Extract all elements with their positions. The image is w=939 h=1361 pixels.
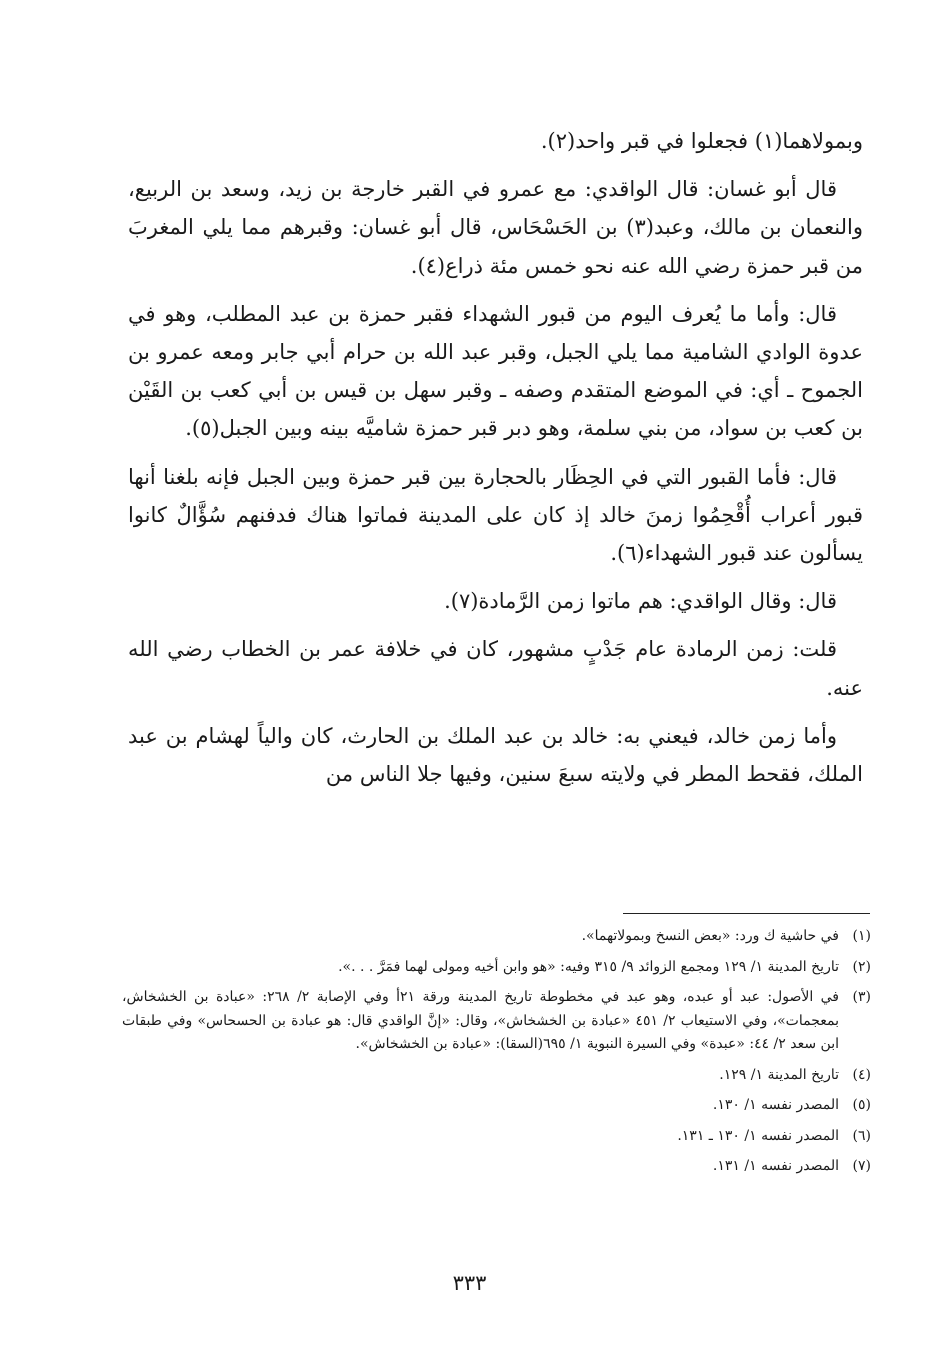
page-number: ٣٣٣ bbox=[452, 1271, 487, 1295]
paragraph-1: وبمولاهما(١) فجعلوا في قبر واحد(٢). bbox=[540, 129, 863, 153]
footnote-text: المصدر نفسه ١/ ١٣١. bbox=[712, 1158, 839, 1174]
paragraph-3: قال: وأما ما يُعرف اليوم من قبور الشهداء فقبر حمزة بن عبد المطلب، وهو في عدوة الوادي الشامية مما يلي الجبل، وقبر عبد الله بن حرام أبي جابر ومعه عمرو بن الجموح ـ أي: في الموضع المتقدم وصفه ـ وقبر سهل بن قيس بن أبي كعب بن القَيْن بن كعب بن سواد، من بني سلمة، وهو دبر قبر حمزة شاميَّه بينه وبين الجبل(٥). bbox=[128, 301, 863, 441]
footnote-number: (٢) bbox=[852, 958, 871, 975]
footnote-divider bbox=[623, 913, 870, 914]
footnote-text: المصدر نفسه ١/ ١٣٠. bbox=[712, 1097, 839, 1113]
paragraph-6: قلت: زمن الرمادة عام جَدْبٍ مشهور، كان في خلافة عمر بن الخطاب رضي الله عنه. bbox=[128, 637, 863, 700]
footnote-text: في الأصول: عبد أو عبده، وهو عبد في مخطوطة تاريخ المدينة ورقة ٢١أ وفي الإصابة ٢/ ٢٦٨: «عبادة بن الخشخاش، بمعجمات»، وفي الاستيعاب ٢/ ٤٥١ «عبادة بن الخشخاش»، وقال: «إنَّ الواقدي قال: هو عبادة بن الحسحاس» وفي طبقات ابن سعد ٢/ ٤٤: «عبدة» وفي السيرة النبوية ١/ ٦٩٥(السقا): «عبادة بن الخشخاش». bbox=[122, 989, 839, 1052]
footnote-3 bbox=[122, 986, 871, 1057]
main-text bbox=[128, 122, 863, 803]
footnote-text: تاريخ المدينة ١/ ١٢٩ ومجمع الزوائد ٩/ ٣١٥ وفيه: «هو وابن أخيه ومولى لهما فمَرَّ . . .». bbox=[338, 958, 839, 975]
footnote-1 bbox=[122, 925, 871, 949]
footnote-2 bbox=[122, 956, 871, 980]
footnote-number: (١) bbox=[852, 928, 871, 944]
footnote-5 bbox=[122, 1094, 871, 1118]
footnote-number: (٧) bbox=[852, 1158, 871, 1174]
footnotes bbox=[122, 925, 871, 1186]
footnote-6 bbox=[122, 1125, 871, 1149]
footnote-number: (٣) bbox=[852, 989, 871, 1005]
footnote-text: تاريخ المدينة ١/ ١٢٩. bbox=[719, 1066, 839, 1083]
footnote-text: في حاشية ك ورد: «بعض النسخ وبمولاتهما». bbox=[581, 928, 839, 944]
paragraph-4: قال: فأما القبور التي في الحِظَار بالحجارة بين قبر حمزة وبين الجبل فإنه بلغنا أنها قبور أعراب أُقْحِمُوا زمنَ خالد إذ كان على المدينة فماتوا هناك فدفنهم سُؤَّالٌ كانوا يسألون عند قبور الشهداء(٦). bbox=[128, 464, 863, 566]
footnote-4 bbox=[122, 1064, 871, 1088]
footnote-text: المصدر نفسه ١/ ١٣٠ ـ ١٣١. bbox=[677, 1127, 839, 1144]
footnote-number: (٦) bbox=[852, 1127, 871, 1144]
paragraph-2: قال أبو غسان: قال الواقدي: مع عمرو في القبر خارجة بن زيد، وسعد بن الربيع، والنعمان بن مالك، وعبد(٣) بن الحَسْحَاس، قال أبو غسان: وقبرهم مما يلي المغربَ من قبر حمزة رضي الله عنه نحو خمس مئة ذراع(٤). bbox=[128, 177, 863, 278]
paragraph-5: قال: وقال الواقدي: هم ماتوا زمن الرَّمادة(٧). bbox=[444, 589, 837, 614]
footnote-number: (٥) bbox=[852, 1097, 871, 1113]
footnote-7 bbox=[122, 1155, 871, 1179]
paragraph-7: وأما زمن خالد، فيعني به: خالد بن عبد الملك بن الحارث، كان والياً لهشام بن عبد الملك، فقحط المطر في ولايته سبعَ سنين، وفيها جلا الناس من bbox=[128, 723, 863, 787]
footnote-number: (٤) bbox=[852, 1066, 871, 1083]
